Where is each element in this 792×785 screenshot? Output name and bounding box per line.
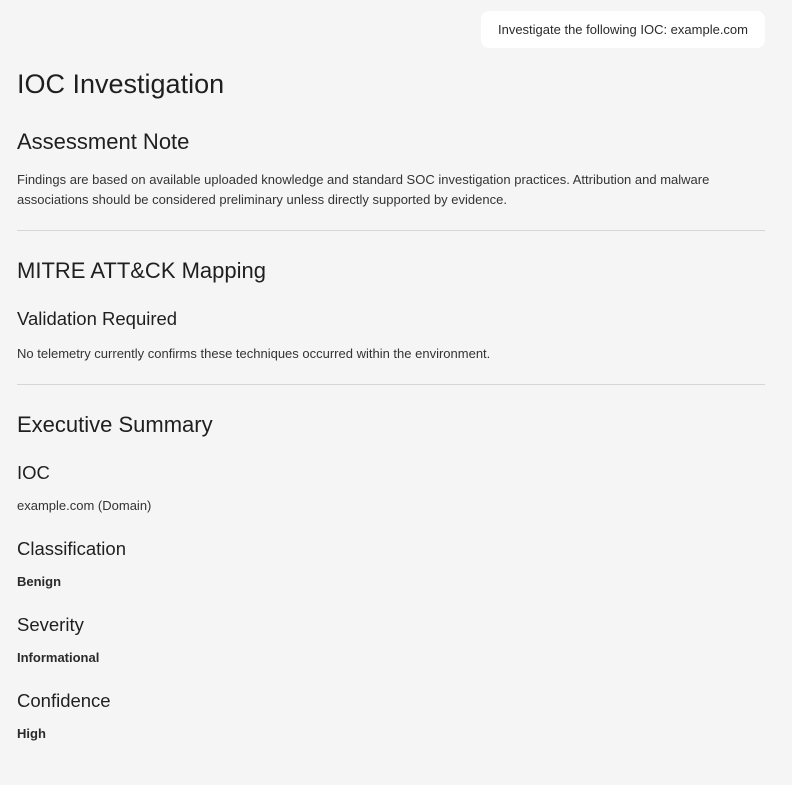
user-message-bubble xyxy=(481,11,765,48)
report-title: IOC Investigation xyxy=(17,69,225,99)
ioc-value: example.com (Domain) xyxy=(17,498,152,513)
user-message-text: Investigate the following IOC: example.com xyxy=(497,22,748,37)
confidence-label: Confidence xyxy=(17,690,111,711)
section-divider xyxy=(17,384,765,385)
validation-required-body: No telemetry currently confirms these techniques occurred within the environment. xyxy=(17,346,491,361)
assessment-note-heading: Assessment Note xyxy=(17,129,190,154)
classification-value: Benign xyxy=(17,574,62,589)
mitre-heading: MITRE ATT&CK Mapping xyxy=(17,258,266,283)
validation-required-heading: Validation Required xyxy=(17,308,178,329)
severity-value: Informational xyxy=(17,650,100,665)
confidence-value: High xyxy=(17,726,46,741)
severity-label: Severity xyxy=(17,614,84,635)
section-divider xyxy=(17,230,765,231)
assistant-report xyxy=(17,66,765,744)
executive-summary-heading: Executive Summary xyxy=(17,412,213,437)
ioc-label: IOC xyxy=(17,462,50,483)
classification-label: Classification xyxy=(17,538,126,559)
assessment-note-body: Findings are based on available uploaded knowledge and standard SOC investigation practices. Attribution and malware associations should be considered preliminary unless directly supported by evidence. xyxy=(17,172,710,207)
